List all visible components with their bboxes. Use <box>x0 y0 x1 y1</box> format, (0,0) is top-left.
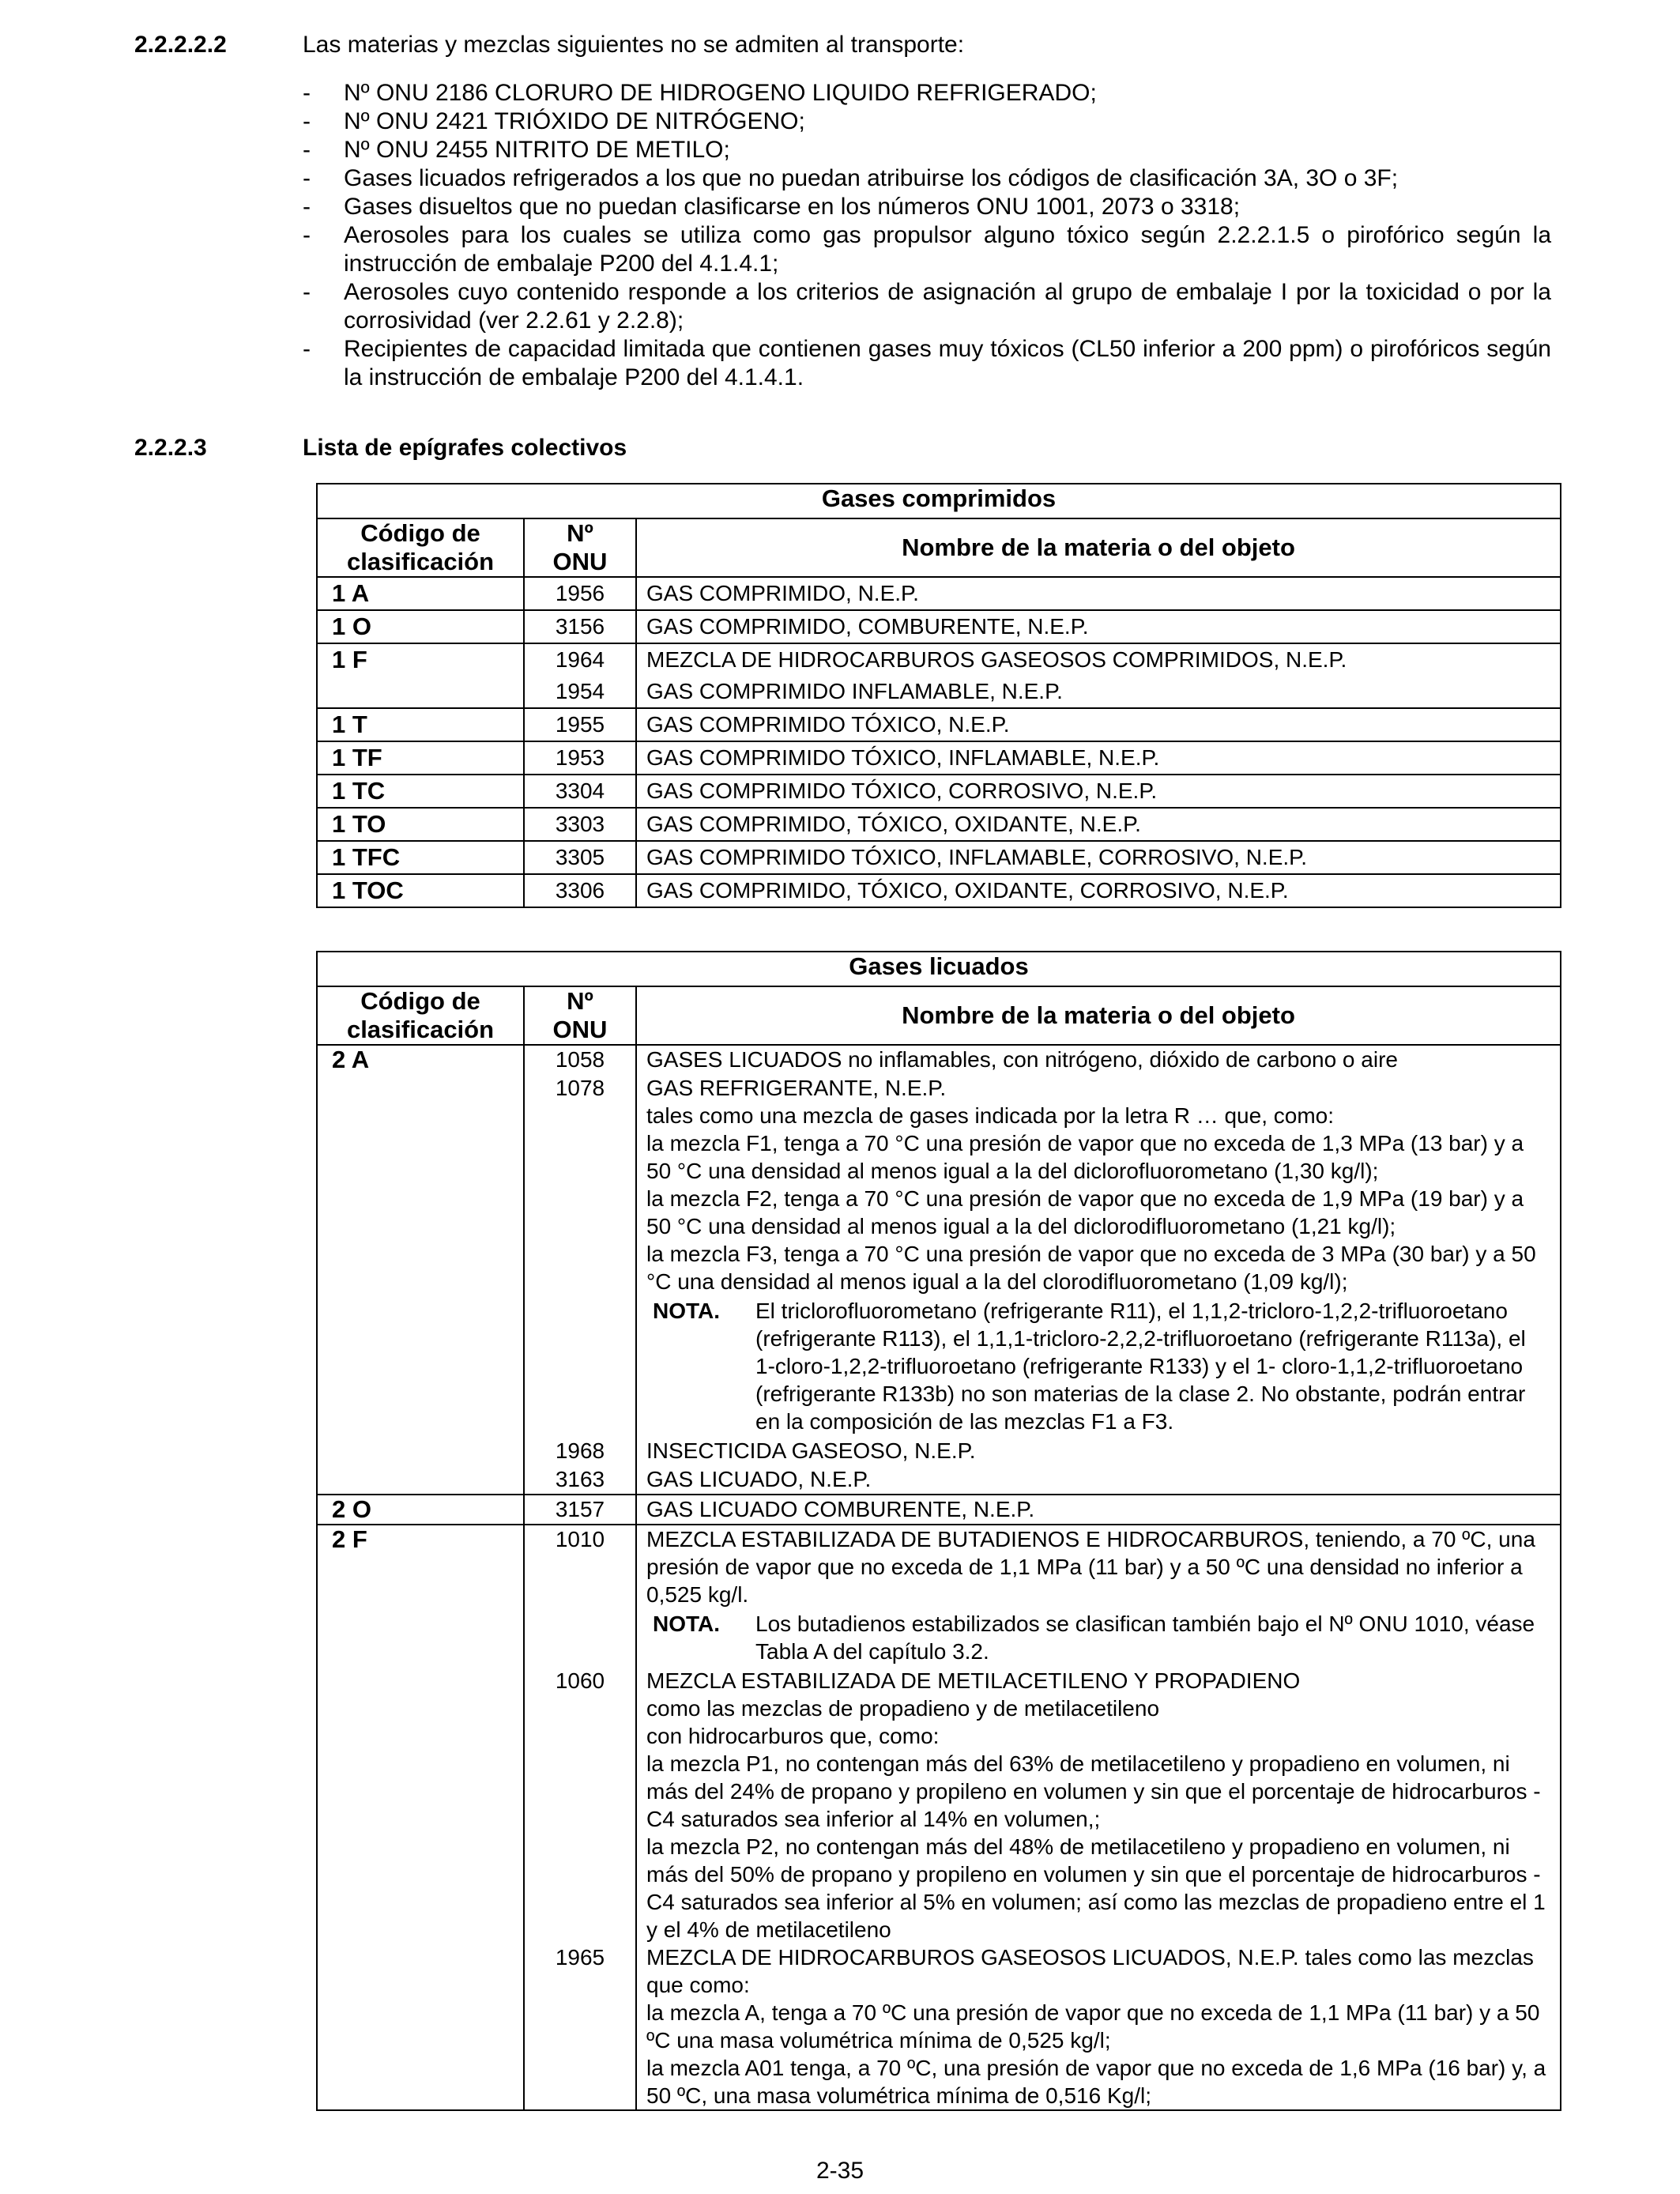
onu-number: 3156 <box>555 614 605 639</box>
entry-text: MEZCLA ESTABILIZADA DE METILACETILENO Y PROPADIENO <box>646 1668 1301 1693</box>
name-cell <box>636 610 1561 643</box>
onu-number: 1955 <box>555 712 605 737</box>
table-row <box>317 1495 1561 1525</box>
col-header-code: Código de clasificación <box>317 518 524 577</box>
substance-name: MEZCLA DE HIDROCARBUROS GASEOSOS COMPRIMIDOS, N.E.P. <box>646 647 1347 672</box>
onu-cell <box>524 741 636 775</box>
onu-number: 3304 <box>555 778 605 803</box>
substance-entry <box>637 1074 1560 1437</box>
classification-code: 1 TO <box>317 808 524 841</box>
note <box>646 1610 1549 1665</box>
name-cell <box>524 1525 1561 2110</box>
onu-number: 3163 <box>525 1465 637 1494</box>
substance-entry <box>637 1495 1560 1524</box>
table-row <box>317 1525 1561 2110</box>
list-item: - Recipientes de capacidad limitada que contienen gases muy tóxicos (CL50 inferior a 200 ppm) o pirofóricos según la instrucción de embalaje P200 del 4.1.4.1. <box>303 335 1551 392</box>
section-number-1: 2.2.2.2.2 <box>134 32 227 58</box>
table-row <box>317 874 1561 907</box>
note-text: El triclorofluorometano (refrigerante R11), el 1,1,2-tricloro-1,2,2-trifluoroetano (refrigerante R113), el 1,1,1-tricloro-2,2,2-trifluoroetano (refrigerante R113a), el 1-cloro-1,2,2-trifluoroetano (refrigerante R133) y el 1- cloro-1,1,2-trifluoroetano (refrigerante R133b) no son materias de la clase 2. No obstante, podrán entrar en la composición de las mezclas F1 a F3. <box>755 1299 1526 1434</box>
onu-number: 1954 <box>555 679 605 703</box>
onu-cell <box>524 610 636 643</box>
entry-text: la mezcla F3, tenga a 70 °C una presión de vapor que no exceda de 3 MPa (30 bar) y a 50 °C una densidad al menos igual a la del clorodifluorometano (1,09 kg/l); <box>646 1242 1536 1294</box>
list-item: - Aerosoles para los cuales se utiliza como gas propulsor alguno tóxico según 2.2.2.1.5 o pirofórico según la instrucción de embalaje P200 del 4.1.4.1; <box>303 221 1551 278</box>
entry-text: GAS REFRIGERANTE, N.E.P. <box>646 1076 947 1100</box>
classification-code: 1 F <box>317 643 524 708</box>
section-heading-2: Lista de epígrafes colectivos <box>303 435 627 461</box>
onu-cell <box>524 577 636 610</box>
name-cell <box>636 841 1561 874</box>
entry-text: GAS LICUADO, N.E.P. <box>646 1467 872 1491</box>
classification-code: 1 TFC <box>317 841 524 874</box>
onu-number: 1058 <box>525 1046 637 1074</box>
section-heading-1: Las materias y mezclas siguientes no se admiten al transporte: <box>303 32 965 58</box>
onu-number: 3157 <box>525 1495 637 1524</box>
entry-text: la mezcla A, tenga a 70 ºC una presión de vapor que no exceda de 1,1 MPa (11 bar) y a 50 ºC una masa volumétrica mínima de 0,525 kg/l; <box>646 2000 1540 2053</box>
table-row <box>317 841 1561 874</box>
onu-number: 1060 <box>525 1667 637 1943</box>
compressed-gases-table <box>316 483 1561 908</box>
col-header-name: Nombre de la materia o del objeto <box>636 986 1561 1045</box>
liquefied-gases-table <box>316 951 1561 2111</box>
list-item: - Aerosoles cuyo contenido responde a los criterios de asignación al grupo de embalaje I por la toxicidad o por la corrosividad (ver 2.2.61 y 2.2.8); <box>303 278 1551 335</box>
classification-code: 1 TF <box>317 741 524 775</box>
list-item: - Nº ONU 2455 NITRITO DE METILO; <box>303 136 1551 164</box>
table-row <box>317 741 1561 775</box>
list-item: - Gases licuados refrigerados a los que no puedan atribuirse los códigos de clasificación 3A, 3O o 3F; <box>303 164 1551 193</box>
note-label: NOTA. <box>653 1299 721 1323</box>
col-header-onu: Nº ONU <box>524 518 636 577</box>
classification-code: 1 A <box>317 577 524 610</box>
section-number-2: 2.2.2.3 <box>134 435 207 461</box>
onu-number: 1968 <box>525 1437 637 1465</box>
table-title: Gases comprimidos <box>317 484 1561 518</box>
substance-entry <box>637 1465 1560 1494</box>
name-cell <box>636 577 1561 610</box>
excluded-list <box>303 79 1551 392</box>
substance-name: GAS COMPRIMIDO INFLAMABLE, N.E.P. <box>646 679 1063 703</box>
entry-text: la mezcla P2, no contengan más del 48% de metilacetileno y propadieno en volumen, ni más del 50% de propano y propileno en volumen y sin que el porcentaje de hidrocarburos -C4 saturados sea inferior al 5% en volumen; así como las mezclas de propadieno entre el 1 y el 4% de metilacetileno <box>646 1834 1546 1942</box>
onu-cell <box>524 708 636 741</box>
table-row <box>317 643 1561 708</box>
onu-cell <box>524 841 636 874</box>
onu-number: 1953 <box>555 745 605 770</box>
entry-text: MEZCLA ESTABILIZADA DE BUTADIENOS E HIDROCARBUROS, teniendo, a 70 ºC, una presión de vapor que no exceda de 1,1 MPa (11 bar) y a 50 ºC una densidad no inferior a 0,525 kg/l. <box>646 1527 1535 1607</box>
list-item: - Nº ONU 2421 TRIÓXIDO DE NITRÓGENO; <box>303 107 1551 136</box>
note-text: Los butadienos estabilizados se clasifican también bajo el Nº ONU 1010, véase Tabla A del capítulo 3.2. <box>755 1612 1535 1664</box>
name-cell <box>524 1045 1561 1495</box>
substance-name: GAS COMPRIMIDO, TÓXICO, OXIDANTE, CORROSIVO, N.E.P. <box>646 878 1289 903</box>
name-cell <box>636 708 1561 741</box>
entry-text: tales como una mezcla de gases indicada por la letra R … que, como: <box>646 1103 1335 1128</box>
classification-code: 2 F <box>317 1525 524 2110</box>
substance-name: GAS COMPRIMIDO TÓXICO, INFLAMABLE, CORROSIVO, N.E.P. <box>646 845 1308 869</box>
page-number: 2-35 <box>816 2158 864 2184</box>
entry-text: la mezcla A01 tenga, a 70 ºC, una presión de vapor que no exceda de 1,6 MPa (16 bar) y, a 50 ºC, una masa volumétrica mínima de 0,516 Kg/l; <box>646 2056 1546 2108</box>
substance-entry <box>637 1437 1560 1465</box>
entry-text: la mezcla P1, no contengan más del 63% de metilacetileno y propadieno en volumen, ni más del 24% de propano y propileno en volumen y sin que el porcentaje de hidrocarburos -C4 saturados sea inferior al 14% en volumen,; <box>646 1751 1541 1831</box>
name-cell <box>636 741 1561 775</box>
onu-cell <box>524 874 636 907</box>
name-cell <box>636 643 1561 708</box>
classification-code: 1 TC <box>317 775 524 808</box>
classification-code: 1 O <box>317 610 524 643</box>
table-row <box>317 708 1561 741</box>
onu-number: 1010 <box>525 1525 637 1667</box>
onu-cell <box>524 808 636 841</box>
col-header-onu: Nº ONU <box>524 986 636 1045</box>
entry-text: con hidrocarburos que, como: <box>646 1724 940 1748</box>
col-header-name: Nombre de la materia o del objeto <box>636 518 1561 577</box>
table-title: Gases licuados <box>317 952 1561 986</box>
onu-number: 3303 <box>555 812 605 836</box>
substance-entry <box>637 1046 1560 1074</box>
entry-text: como las mezclas de propadieno y de metilacetileno <box>646 1696 1160 1721</box>
note-label: NOTA. <box>653 1612 721 1636</box>
table-row <box>317 1045 1561 1495</box>
substance-name: GAS COMPRIMIDO, N.E.P. <box>646 581 919 605</box>
classification-code: 1 T <box>317 708 524 741</box>
table-row <box>317 610 1561 643</box>
classification-code: 2 O <box>317 1495 524 1525</box>
name-cell <box>636 808 1561 841</box>
substance-name: GAS COMPRIMIDO TÓXICO, INFLAMABLE, N.E.P. <box>646 745 1160 770</box>
name-cell <box>636 874 1561 907</box>
substance-entry <box>637 1667 1560 1943</box>
substance-name: GAS COMPRIMIDO, COMBURENTE, N.E.P. <box>646 614 1089 639</box>
table-row <box>317 775 1561 808</box>
substance-entry <box>637 1525 1560 1667</box>
entry-text: la mezcla F1, tenga a 70 °C una presión de vapor que no exceda de 1,3 MPa (13 bar) y a 50 °C una densidad al menos igual a la del diclorofluorometano (1,30 kg/l); <box>646 1131 1524 1183</box>
entry-text: GASES LICUADOS no inflamables, con nitrógeno, dióxido de carbono o aire <box>646 1047 1398 1072</box>
entry-text: MEZCLA DE HIDROCARBUROS GASEOSOS LICUADOS, N.E.P. tales como las mezclas que como: <box>646 1945 1534 1997</box>
onu-number: 1956 <box>555 581 605 605</box>
entry-text: GAS LICUADO COMBURENTE, N.E.P. <box>646 1497 1035 1521</box>
name-cell <box>524 1495 1561 1525</box>
entry-text: INSECTICIDA GASEOSO, N.E.P. <box>646 1438 976 1463</box>
onu-number: 1078 <box>525 1074 637 1437</box>
substance-name: GAS COMPRIMIDO, TÓXICO, OXIDANTE, N.E.P. <box>646 812 1141 836</box>
onu-number: 1964 <box>555 647 605 672</box>
onu-number: 1965 <box>525 1943 637 2109</box>
note <box>646 1297 1549 1435</box>
onu-number: 3306 <box>555 878 605 903</box>
list-item: - Gases disueltos que no puedan clasificarse en los números ONU 1001, 2073 o 3318; <box>303 193 1551 221</box>
entry-text: la mezcla F2, tenga a 70 °C una presión de vapor que no exceda de 1,9 MPa (19 bar) y a 50 °C una densidad al menos igual a la del diclorodifluorometano (1,21 kg/l); <box>646 1186 1524 1238</box>
name-cell <box>636 775 1561 808</box>
classification-code: 2 A <box>317 1045 524 1495</box>
onu-cell <box>524 775 636 808</box>
onu-cell <box>524 643 636 708</box>
table-row <box>317 808 1561 841</box>
classification-code: 1 TOC <box>317 874 524 907</box>
substance-name: GAS COMPRIMIDO TÓXICO, N.E.P. <box>646 712 1010 737</box>
col-header-code: Código de clasificación <box>317 986 524 1045</box>
substance-entry <box>637 1943 1560 2109</box>
onu-number: 3305 <box>555 845 605 869</box>
table-row <box>317 577 1561 610</box>
list-item: - Nº ONU 2186 CLORURO DE HIDROGENO LIQUIDO REFRIGERADO; <box>303 79 1551 107</box>
substance-name: GAS COMPRIMIDO TÓXICO, CORROSIVO, N.E.P. <box>646 778 1158 803</box>
